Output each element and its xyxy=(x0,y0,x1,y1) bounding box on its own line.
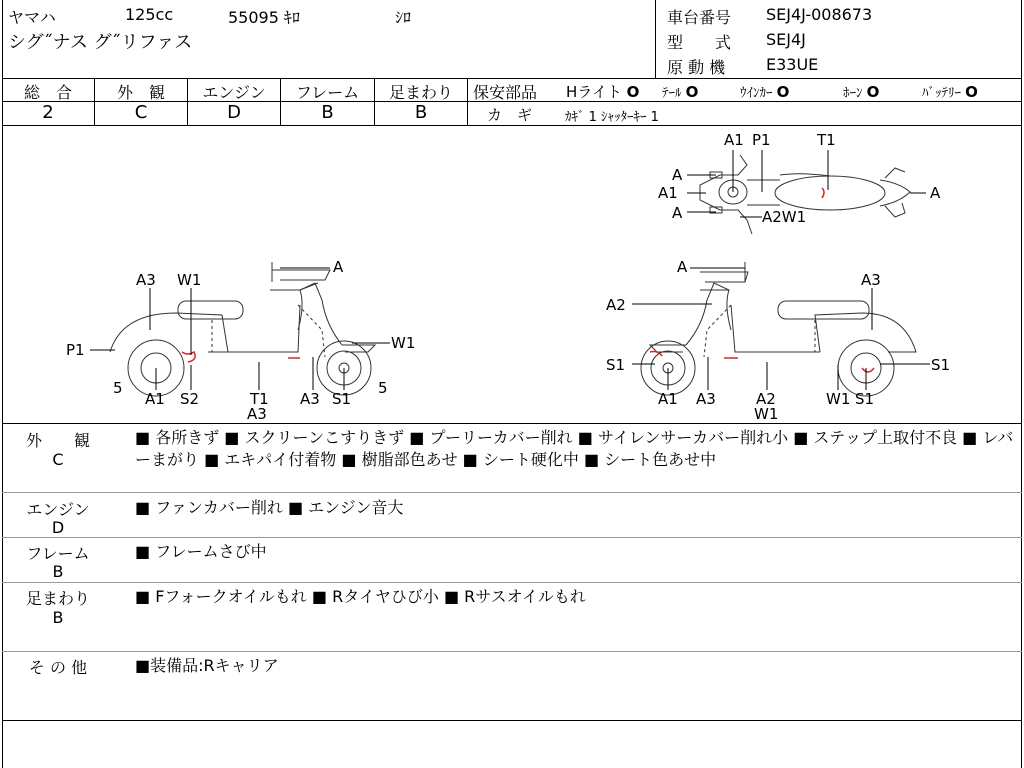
right-label-S1: S1 xyxy=(855,390,875,408)
remarks-sep-2 xyxy=(2,537,1022,538)
header-bottom-line xyxy=(2,78,1022,79)
remark-grade-exterior: C xyxy=(52,450,64,469)
grade-header-exterior: 外 観 xyxy=(116,83,165,102)
body-color: ｼﾛ xyxy=(395,8,412,27)
right-label-A3: A3 xyxy=(696,390,716,408)
grade-value-suspension: B xyxy=(414,102,428,123)
equip-horn-status: O xyxy=(866,83,880,101)
right-label-A: A xyxy=(677,258,688,276)
equip-tail-label: ﾃｰﾙ xyxy=(662,86,682,101)
left-label-S2: S2 xyxy=(180,390,200,408)
right-label-S1-right: S1 xyxy=(931,356,951,374)
remark-label-engine: エンジン xyxy=(26,500,90,519)
remark-text-frame: ■ フレームさび中 xyxy=(135,542,267,561)
right-label-A2: A2 xyxy=(606,296,626,314)
model-name: シグ˝ナス グ˝リファス xyxy=(8,32,193,53)
key-value: ｶｷﾞ 1 ｼｬｯﾀｰｷｰ 1 xyxy=(565,110,659,125)
left-label-A: A xyxy=(333,258,344,276)
equip-battery-status: O xyxy=(965,83,978,101)
equip-battery-label: ﾊﾞｯﾃﾘｰ xyxy=(922,86,961,101)
engine-label: 原 動 機 xyxy=(667,58,726,77)
key-label: カ ギ xyxy=(487,106,533,124)
equipment-label: 保安部品 xyxy=(473,83,538,102)
remark-label-exterior: 外 観 xyxy=(25,431,90,450)
maker: ヤマハ xyxy=(8,8,56,27)
equip-headlight-label: Hライト xyxy=(566,83,622,101)
top-label-A2W1: A2W1 xyxy=(762,208,807,226)
left-label-P1: P1 xyxy=(66,341,85,359)
remarks-sep-1 xyxy=(2,492,1022,493)
grade-value-exterior: C xyxy=(134,102,148,123)
model-code: SEJ4J xyxy=(766,30,806,49)
left-label-A3-bottom: A3 xyxy=(247,405,267,423)
top-label-A1-left: A1 xyxy=(658,184,678,202)
equip-tail xyxy=(662,82,698,101)
equip-horn xyxy=(843,82,879,101)
remark-grade-suspension: B xyxy=(52,608,64,627)
remark-label-other: そ の 他 xyxy=(28,658,88,677)
grade-header-overall: 総 合 xyxy=(23,83,72,102)
grade-header-frame: フレーム xyxy=(295,83,360,102)
frame-right-border xyxy=(1021,0,1022,768)
equipment-mid-line xyxy=(467,101,1022,102)
left-label-W1-right: W1 xyxy=(391,334,416,352)
remark-grade-engine: D xyxy=(51,518,65,537)
right-label-W1: W1 xyxy=(826,390,851,408)
leader-lines xyxy=(90,150,930,390)
header-divider xyxy=(655,0,656,78)
remark-text-suspension: ■ Fフォークオイルもれ ■ Rタイヤひび小 ■ Rサスオイルもれ xyxy=(135,587,586,606)
model-code-label: 型 式 xyxy=(667,33,732,52)
grade-header-engine: エンジン xyxy=(202,83,266,102)
left-label-A3: A3 xyxy=(300,390,320,408)
engine-code: E33UE xyxy=(766,55,819,74)
remark-grade-frame: B xyxy=(52,562,64,581)
top-label-A1: A1 xyxy=(724,131,744,149)
remark-label-frame: フレーム xyxy=(26,544,90,563)
remarks-bottom-line xyxy=(2,720,1022,721)
left-label-5-rear: 5 xyxy=(378,379,388,397)
left-label-S1: S1 xyxy=(332,390,352,408)
frame-no: SEJ4J-008673 xyxy=(766,5,873,24)
frame-no-label: 車台番号 xyxy=(667,8,732,27)
equip-battery xyxy=(922,82,978,101)
equip-winker-label: ｳｲﾝｶｰ xyxy=(740,86,773,101)
left-label-A1: A1 xyxy=(145,390,165,408)
right-label-A1: A1 xyxy=(658,390,678,408)
remark-text-exterior: ■ 各所きず ■ スクリーンこすりきず ■ プーリーカバー削れ ■ サイレンサーカバー削れ小 ■ ステップ上取付不良 ■ レバーまがり ■ エキパイ付着物 ■ 樹脂部色あせ ■ シート硬化中 ■ シート色あせ中 xyxy=(135,428,1014,469)
remarks-top-line xyxy=(2,423,1022,424)
remark-text-engine: ■ ファンカバー削れ ■ エンジン音大 xyxy=(135,498,404,517)
top-label-A-lower: A xyxy=(672,204,683,222)
left-label-A3-top: A3 xyxy=(136,271,156,289)
grade-header-suspension: 足まわり xyxy=(388,83,453,102)
right-label-S1-left: S1 xyxy=(606,356,626,374)
right-label-W1-bottom: W1 xyxy=(754,405,779,423)
mileage: 55095 ｷﾛ xyxy=(228,8,300,27)
left-label-W1-top: W1 xyxy=(177,271,202,289)
top-label-T1: T1 xyxy=(817,131,836,149)
remark-text-other: ■装備品:Rキャリア xyxy=(135,656,279,675)
grade-value-frame: B xyxy=(321,102,334,123)
top-label-A-front: A xyxy=(672,166,683,184)
left-label-T1: T1 xyxy=(250,390,269,408)
top-label-A-rear: A xyxy=(930,184,941,202)
displacement: 125cc xyxy=(125,5,174,24)
equip-headlight xyxy=(566,81,639,102)
equip-winker-status: O xyxy=(776,83,790,101)
remarks-sep-4 xyxy=(2,651,1022,652)
remarks-sep-3 xyxy=(2,582,1022,583)
equip-headlight-status: O xyxy=(626,83,640,101)
remark-label-suspension: 足まわり xyxy=(25,589,90,608)
top-label-P1: P1 xyxy=(752,131,771,149)
grade-value-engine: D xyxy=(227,102,241,123)
left-label-5-front: 5 xyxy=(113,379,123,397)
grade-value-overall: 2 xyxy=(42,102,54,123)
equip-tail-status: O xyxy=(685,83,699,101)
right-label-A3-top: A3 xyxy=(861,271,881,289)
right-label-A2-bottom: A2 xyxy=(756,390,776,408)
equip-horn-label: ﾎｰﾝ xyxy=(843,86,863,101)
equip-winker xyxy=(740,82,789,101)
